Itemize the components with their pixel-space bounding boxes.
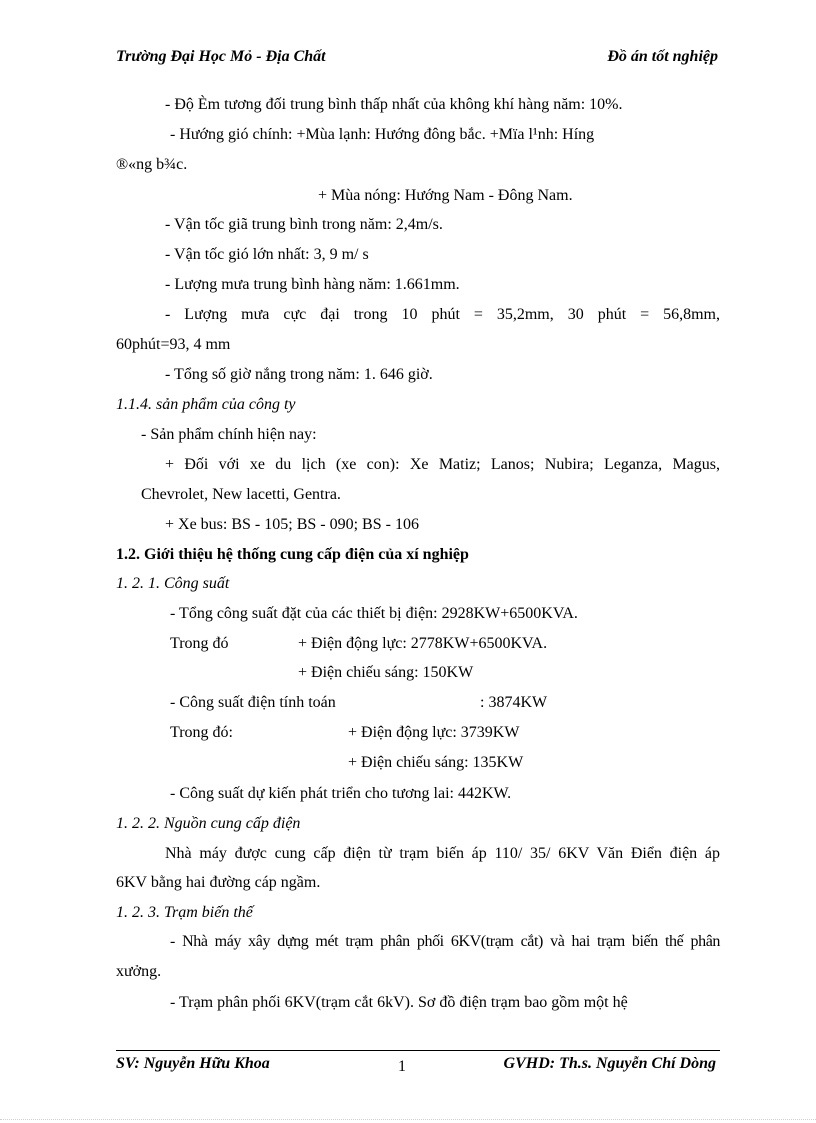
installed-capacity-label: Trong đó [170, 635, 229, 652]
header-school: Trường Đại Học Mỏ - Địa Chất [116, 48, 326, 65]
hot-season-wind-line: + Mùa nóng: Hướng Nam - Đông Nam. [318, 187, 573, 204]
footer-advisor: GVHD: Th.s. Nguyễn Chí Dòng [503, 1055, 716, 1072]
calculated-lighting-load: + Điện chiếu sáng: 135KW [348, 754, 524, 771]
calculated-power-load: + Điện động lực: 3739KW [348, 724, 520, 741]
supply-source-cont: 6KV bằng hai đường cáp ngầm. [116, 874, 321, 891]
wind-direction-cont: ®«ng b¾c. [116, 156, 188, 173]
header-document-type: Đồ án tốt nghiệp [607, 48, 718, 65]
future-capacity-line: - Công suất dự kiến phát triển cho tương lai: 442KW. [170, 785, 512, 802]
max-wind-speed-line: - Vận tốc gió lớn nhất: 3, 9 m/ s [165, 246, 369, 263]
distribution-station-line: - Trạm phân phối 6KV(trạm cắt 6kV). Sơ đồ điện trạm bao gồm một hệ [170, 994, 628, 1011]
bus-models-line: + Xe bus: BS - 105; BS - 090; BS - 106 [165, 516, 419, 533]
avg-rainfall-line: - Lượng mưa trung bình hàng năm: 1.661mm. [165, 276, 460, 293]
page-edge [0, 1119, 816, 1120]
installed-lighting-load: + Điện chiếu sáng: 150KW [298, 664, 474, 681]
page-number: 1 [398, 1058, 406, 1075]
humidity-line: - Độ Èm tương đối trung bình thấp nhất của không khí hàng năm: 10%. [165, 96, 623, 113]
passenger-cars-cont: Chevrolet, New lacetti, Gentra. [141, 486, 341, 503]
substation-cont: xưởng. [116, 963, 162, 980]
wind-direction-line: - Hướng gió chính: +Mùa lạnh: Hướng đông bắc. +Mïa l¹nh: Híng [170, 126, 595, 143]
section-heading-power-supply: 1.2. Giới thiệu hệ thống cung cấp điện của xí nghiệp [116, 546, 469, 563]
sunshine-hours-line: - Tổng số giờ nắng trong năm: 1. 646 giờ. [165, 366, 433, 383]
calculated-breakdown-label: Trong đó: [170, 724, 233, 741]
passenger-cars-line: + Đối với xe du lịch (xe con): Xe Matiz; Lanos; Nubira; Leganza, Magus, [165, 456, 720, 473]
max-rainfall-cont: 60phút=93, 4 mm [116, 336, 231, 353]
avg-wind-speed-line: - Vận tốc giã trung bình trong năm: 2,4m/s. [165, 216, 443, 233]
installed-power-load: + Điện động lực: 2778KW+6500KVA. [298, 635, 548, 652]
subsection-heading-substation: 1. 2. 3. Trạm biến thế [116, 904, 253, 921]
subsection-heading-supply-source: 1. 2. 2. Nguồn cung cấp điện [116, 815, 301, 832]
supply-source-line: Nhà máy được cung cấp điện từ trạm biến áp 110/ 35/ 6KV Văn Điển điện áp [165, 845, 720, 862]
substation-line: - Nhà máy xây dựng mét trạm phân phối 6KV(trạm cắt) và hai trạm biến thế phân [170, 933, 720, 950]
installed-capacity-line: - Tổng công suất đặt của các thiết bị điện: 2928KW+6500KVA. [170, 605, 578, 622]
calculated-capacity-label: - Công suất điện tính toán [170, 694, 336, 711]
max-rainfall-line: - Lượng mưa cực đại trong 10 phút = 35,2mm, 30 phút = 56,8mm, [165, 306, 720, 323]
subsection-heading-capacity: 1. 2. 1. Công suất [116, 575, 230, 592]
products-intro: - Sản phẩm chính hiện nay: [141, 426, 317, 443]
section-heading-products: 1.1.4. sản phẩm của công ty [116, 396, 296, 413]
calculated-capacity-value: : 3874KW [480, 694, 548, 711]
footer-divider [116, 1050, 720, 1051]
footer-student: SV: Nguyễn Hữu Khoa [116, 1055, 270, 1072]
